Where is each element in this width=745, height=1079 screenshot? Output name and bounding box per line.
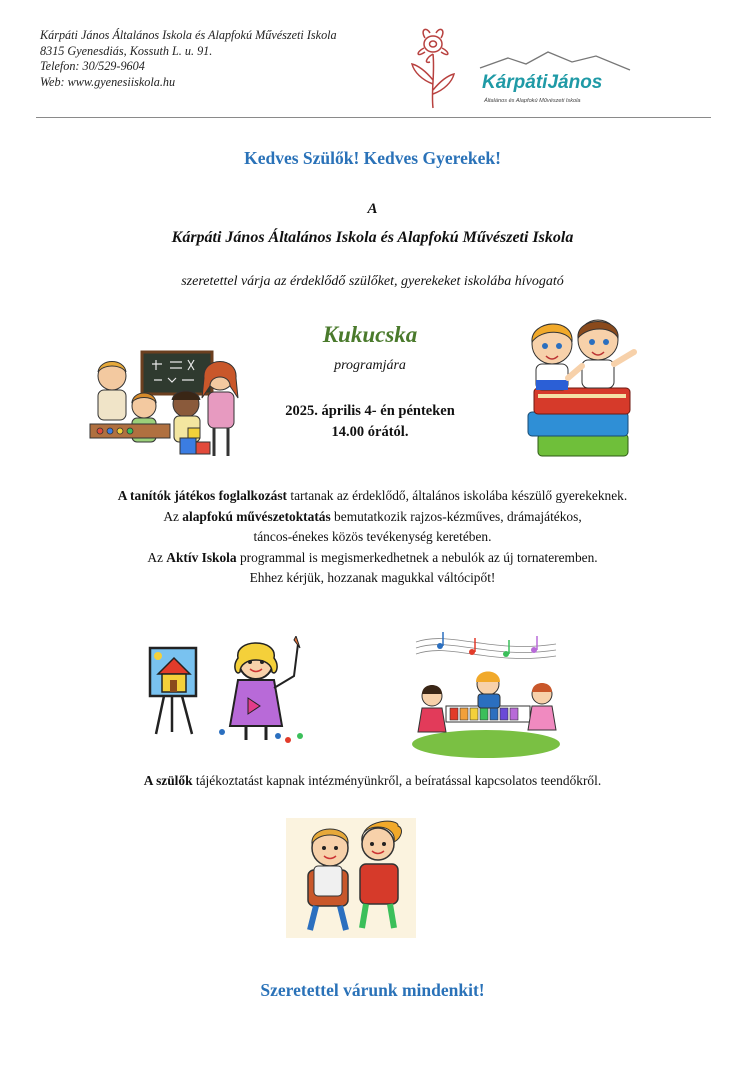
desc-line-3: táncos-énekes közös tevékenység keretében. [253,529,492,544]
desc-line-4-bold: Aktív Iskola [166,549,237,565]
school-name-heading: Kárpáti János Általános Iskola és Alapfokú Művészeti Iskola [171,229,574,246]
children-classroom-illustration [84,348,254,462]
desc-line-2-prefix: Az [163,508,183,524]
event-time: 14.00 órától. [331,424,409,440]
logo-subtext: Általános és Alapfokú Művészeti Iskola [484,98,581,104]
kids-on-books-illustration [512,316,644,462]
event-datetime [250,401,490,443]
desc-line-1 [40,486,705,507]
painting-girl-illustration [148,636,314,746]
parents-info [0,773,745,789]
parents-info-bold: A szülők [143,773,193,788]
letterhead-school-name: Kárpáti János Általános Iskola és Alapfokú Művészeti Iskola [40,28,337,42]
flower-logo-icon [404,24,462,110]
logo-text: KárpátiJános [482,72,603,93]
closing-line: Szeretettel várunk mindenkit! [260,980,485,1000]
invite-line: szeretettel várja az érdeklődő szülőket, gyerekeket iskolába hívogató [181,274,564,289]
desc-line-2 [40,507,705,528]
article-a: A [367,201,378,217]
event-date: 2025. április 4- én pénteken [285,403,455,419]
desc-line-1-bold: A tanítók játékos foglalkozást [117,488,288,503]
program-description [40,486,705,589]
kids-with-backpacks-illustration [286,818,416,938]
program-title: Kukucska [322,322,418,347]
letterhead-web: Web: www.gyenesiiskola.hu [40,74,176,89]
header-divider [36,117,711,118]
letterhead [40,28,337,90]
letterhead-address: 8315 Gyenesdiás, Kossuth L. u. 91. [40,43,213,58]
music-children-illustration [410,624,562,758]
desc-line-2-text: bemutatkozik rajzos-kézműves, drámajátékos, [330,508,582,524]
desc-line-4 [40,548,705,569]
music-note-icon [437,632,537,657]
desc-line-4-text: programmal is megismerkedhetnek a nebulók az új tornateremben. [236,549,598,565]
desc-line-2-bold: alapfokú művészetoktatás [182,508,331,524]
desc-line-5: Ehhez kérjük, hozzanak magukkal váltócipőt! [249,570,496,585]
desc-line-4-prefix: Az [147,549,167,565]
parents-info-text: tájékoztatást kapnak intézményünkről, a beíratással kapcsolatos teendőkről. [192,773,602,788]
program-suffix: programjára [334,358,406,373]
greeting-heading: Kedves Szülők! Kedves Gyerekek! [244,148,501,168]
letterhead-phone: Telefon: 30/529-9604 [40,59,145,73]
school-logo-icon [474,48,634,108]
desc-line-1-text: tartanak az érdeklődő, általános iskolába készülő gyerekeknek. [287,488,628,503]
